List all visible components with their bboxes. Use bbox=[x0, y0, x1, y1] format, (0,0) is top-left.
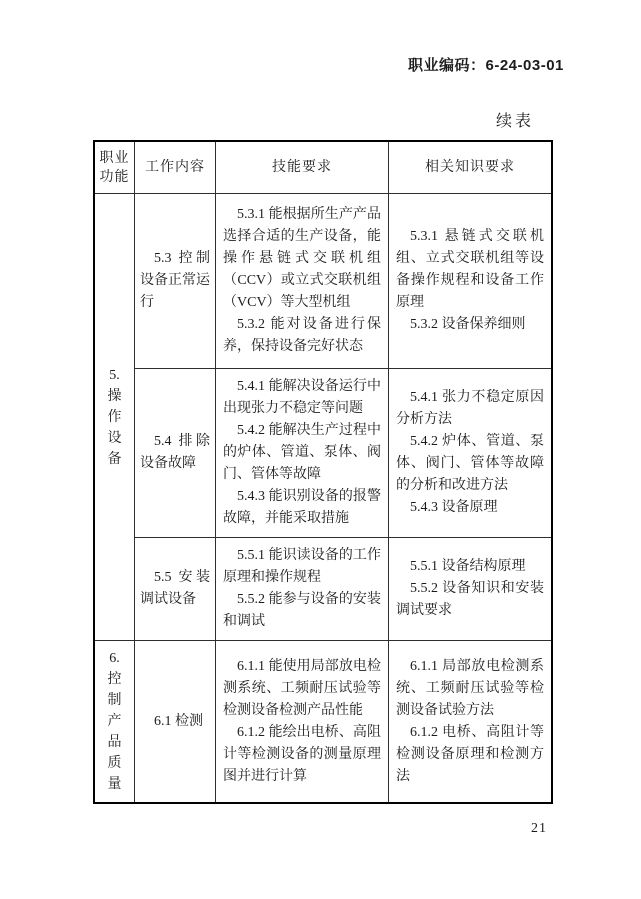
skill-item: 5.3.2 能对设备进行保养，保持设备完好状态 bbox=[223, 317, 381, 354]
work-item-label: 6.1 检测 bbox=[154, 713, 203, 729]
skill-item: 5.3.1 能根据所生产产品选择合适的生产设备，能操作悬链式交联机组（CCV）或立式交联机组（VCV）等大型机组 bbox=[223, 207, 381, 310]
continued-table-label: 续表 bbox=[496, 113, 535, 130]
knowledge-cell-5-4 bbox=[389, 369, 551, 538]
work-cell-5-5 bbox=[135, 538, 216, 641]
work-item-label: 5.5 安装调试设备 bbox=[140, 570, 210, 607]
work-item-label: 5.4 排除设备故障 bbox=[140, 434, 210, 471]
skills-cell-5-4 bbox=[216, 369, 389, 538]
knowledge-item: 5.4.1 张力不稳定原因分析方法 bbox=[396, 390, 544, 427]
skill-item: 5.4.3 能识别设备的报警故障，并能采取措施 bbox=[223, 489, 381, 526]
knowledge-item: 6.1.2 电桥、高阻计等检测设备原理和检测方法 bbox=[396, 724, 544, 784]
job-code-label: 职业编码：6-24-03-01 bbox=[408, 57, 564, 74]
knowledge-item: 5.3.2 设备保养细则 bbox=[410, 317, 526, 332]
skills-cell-5-3 bbox=[216, 194, 389, 369]
function-name: 控制产品质量 bbox=[107, 672, 122, 792]
function-number: 5. bbox=[109, 367, 120, 383]
knowledge-item: 6.1.1 局部放电检测系统、工频耐压试验等检测设备试验方法 bbox=[396, 658, 544, 718]
function-cell-control-quality bbox=[95, 641, 135, 802]
skills-cell-6-1 bbox=[216, 641, 389, 802]
skill-item: 5.4.1 能解决设备运行中出现张力不稳定等问题 bbox=[223, 379, 381, 416]
header-cell-work: 工作内容 bbox=[135, 142, 216, 194]
header-cell-function: 职业功能 bbox=[95, 142, 135, 194]
header-cell-skills: 技能要求 bbox=[216, 142, 389, 194]
work-item-label: 5.3 控制设备正常运行 bbox=[140, 251, 210, 310]
skill-item: 6.1.1 能使用局部放电检测系统、工频耐压试验等检测设备检测产品性能 bbox=[223, 658, 381, 718]
knowledge-item: 5.3.1 悬链式交联机组、立式交联机组等设备操作规程和设备工作原理 bbox=[396, 229, 544, 310]
skills-cell-5-5 bbox=[216, 538, 389, 641]
knowledge-item: 5.5.1 设备结构原理 bbox=[410, 559, 526, 574]
work-cell-5-3 bbox=[135, 194, 216, 369]
work-cell-5-4 bbox=[135, 369, 216, 538]
knowledge-cell-5-3 bbox=[389, 194, 551, 369]
skill-item: 5.4.2 能解决生产过程中的炉体、管道、泵体、阀门、管体等故障 bbox=[223, 423, 381, 482]
function-number: 6. bbox=[109, 651, 120, 666]
function-name: 操作设备 bbox=[107, 388, 122, 467]
knowledge-item: 5.4.3 设备原理 bbox=[410, 500, 498, 515]
knowledge-item: 5.4.2 炉体、管道、泵体、阀门、管体等故障的分析和改进方法 bbox=[396, 434, 544, 493]
knowledge-cell-6-1 bbox=[389, 641, 551, 802]
requirements-table bbox=[93, 140, 553, 804]
page-number: 21 bbox=[531, 821, 547, 836]
function-cell-operate-equipment bbox=[95, 194, 135, 641]
knowledge-item: 5.5.2 设备知识和安装调试要求 bbox=[396, 581, 544, 618]
skill-item: 6.1.2 能绘出电桥、高阻计等检测设备的测量原理图并进行计算 bbox=[223, 724, 381, 784]
knowledge-cell-5-5 bbox=[389, 538, 551, 641]
header-cell-knowledge: 相关知识要求 bbox=[389, 142, 551, 194]
work-cell-6-1 bbox=[135, 641, 216, 802]
skill-item: 5.5.2 能参与设备的安装和调试 bbox=[223, 592, 381, 629]
skill-item: 5.5.1 能识读设备的工作原理和操作规程 bbox=[223, 548, 381, 585]
